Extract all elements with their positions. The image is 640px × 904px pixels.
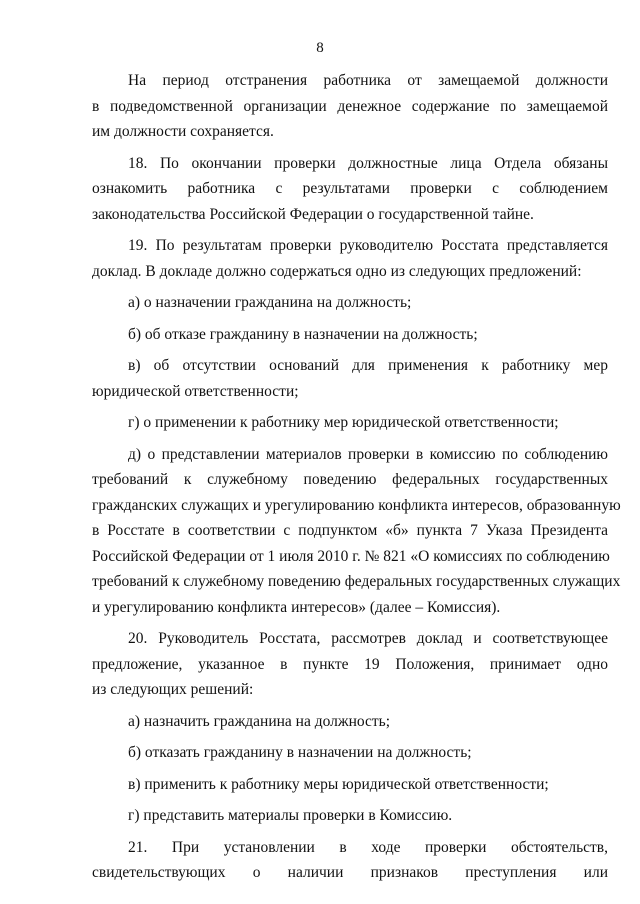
- text-line: в) об отсутствии оснований для применения к работнику мер: [128, 357, 608, 374]
- text-line: доклад. В докладе должно содержаться одно из следующих предложений:: [92, 262, 582, 280]
- text-line: им должности сохраняется.: [92, 123, 274, 140]
- paragraph-20: [92, 626, 608, 703]
- text-line: и урегулированию конфликта интересов» (далее – Комиссия).: [92, 598, 501, 616]
- text-line: д) о представлении материалов проверки в комиссию по соблюдению: [128, 445, 608, 463]
- text-line: свидетельствующих о наличии признаков преступления или: [92, 864, 608, 881]
- text-line: юридической ответственности;: [92, 382, 299, 400]
- page-number: 8: [316, 40, 324, 56]
- text-line: в) применить к работнику меры юридической ответственности;: [128, 775, 549, 793]
- list-item-20b: [92, 740, 608, 766]
- text-line: г) о применении к работнику мер юридической ответственности;: [128, 414, 559, 431]
- text-line: в подведомственной организации денежное содержание по замещаемой: [92, 97, 608, 115]
- list-item-19b: [92, 322, 608, 348]
- text-line: а) назначить гражданина на должность;: [128, 712, 391, 730]
- text-line: в Росстате в соответствии с подпунктом «б» пункта 7 Указа Президента: [92, 522, 608, 539]
- list-item-19d: [92, 442, 621, 621]
- text-line: 21. При установлении в ходе проверки обстоятельств,: [128, 838, 608, 856]
- text-line: 18. По окончании проверки должностные лица Отдела обязаны: [128, 154, 608, 172]
- document-body: [92, 68, 621, 892]
- text-line: г) представить материалы проверки в Комиссию.: [128, 807, 453, 824]
- text-line: б) об отказе гражданину в назначении на должность;: [128, 325, 478, 343]
- list-item-20g: [92, 803, 608, 829]
- text-line: б) отказать гражданину в назначении на должность;: [128, 744, 472, 761]
- text-line: требований к служебному поведению федеральных государственных служащих: [92, 573, 621, 590]
- text-line: 19. По результатам проверки руководителю Росстата представляется: [128, 237, 608, 254]
- text-line: 20. Руководитель Росстата, рассмотрев доклад и соответствующее: [128, 630, 608, 647]
- text-line: На период отстранения работника от замещаемой должности: [128, 72, 608, 89]
- text-line: а) о назначении гражданина на должность;: [128, 294, 412, 311]
- paragraph-18: [92, 151, 608, 228]
- text-line: ознакомить работника с результатами проверки с соблюдением: [92, 180, 608, 197]
- list-item-19v: [92, 353, 608, 404]
- list-item-19a: [92, 290, 608, 316]
- text-line: требований к служебному поведению федеральных государственных: [92, 471, 608, 488]
- list-item-20a: [92, 709, 608, 735]
- paragraph-suspension-salary: [92, 68, 608, 145]
- text-line: законодательства Российской Федерации о государственной тайне.: [92, 205, 534, 223]
- text-line: гражданских служащих и урегулированию конфликта интересов, образованную: [92, 496, 621, 514]
- text-line: предложение, указанное в пункте 19 Положения, принимает одно: [92, 655, 608, 673]
- paragraph-19: [92, 233, 608, 284]
- text-line: Российской Федерации от 1 июля 2010 г. № 821 «О комиссиях по соблюдению: [92, 547, 610, 565]
- list-item-20v: [92, 772, 608, 798]
- paragraph-21: [92, 835, 608, 886]
- text-line: из следующих решений:: [92, 681, 254, 698]
- list-item-19g: [92, 410, 608, 436]
